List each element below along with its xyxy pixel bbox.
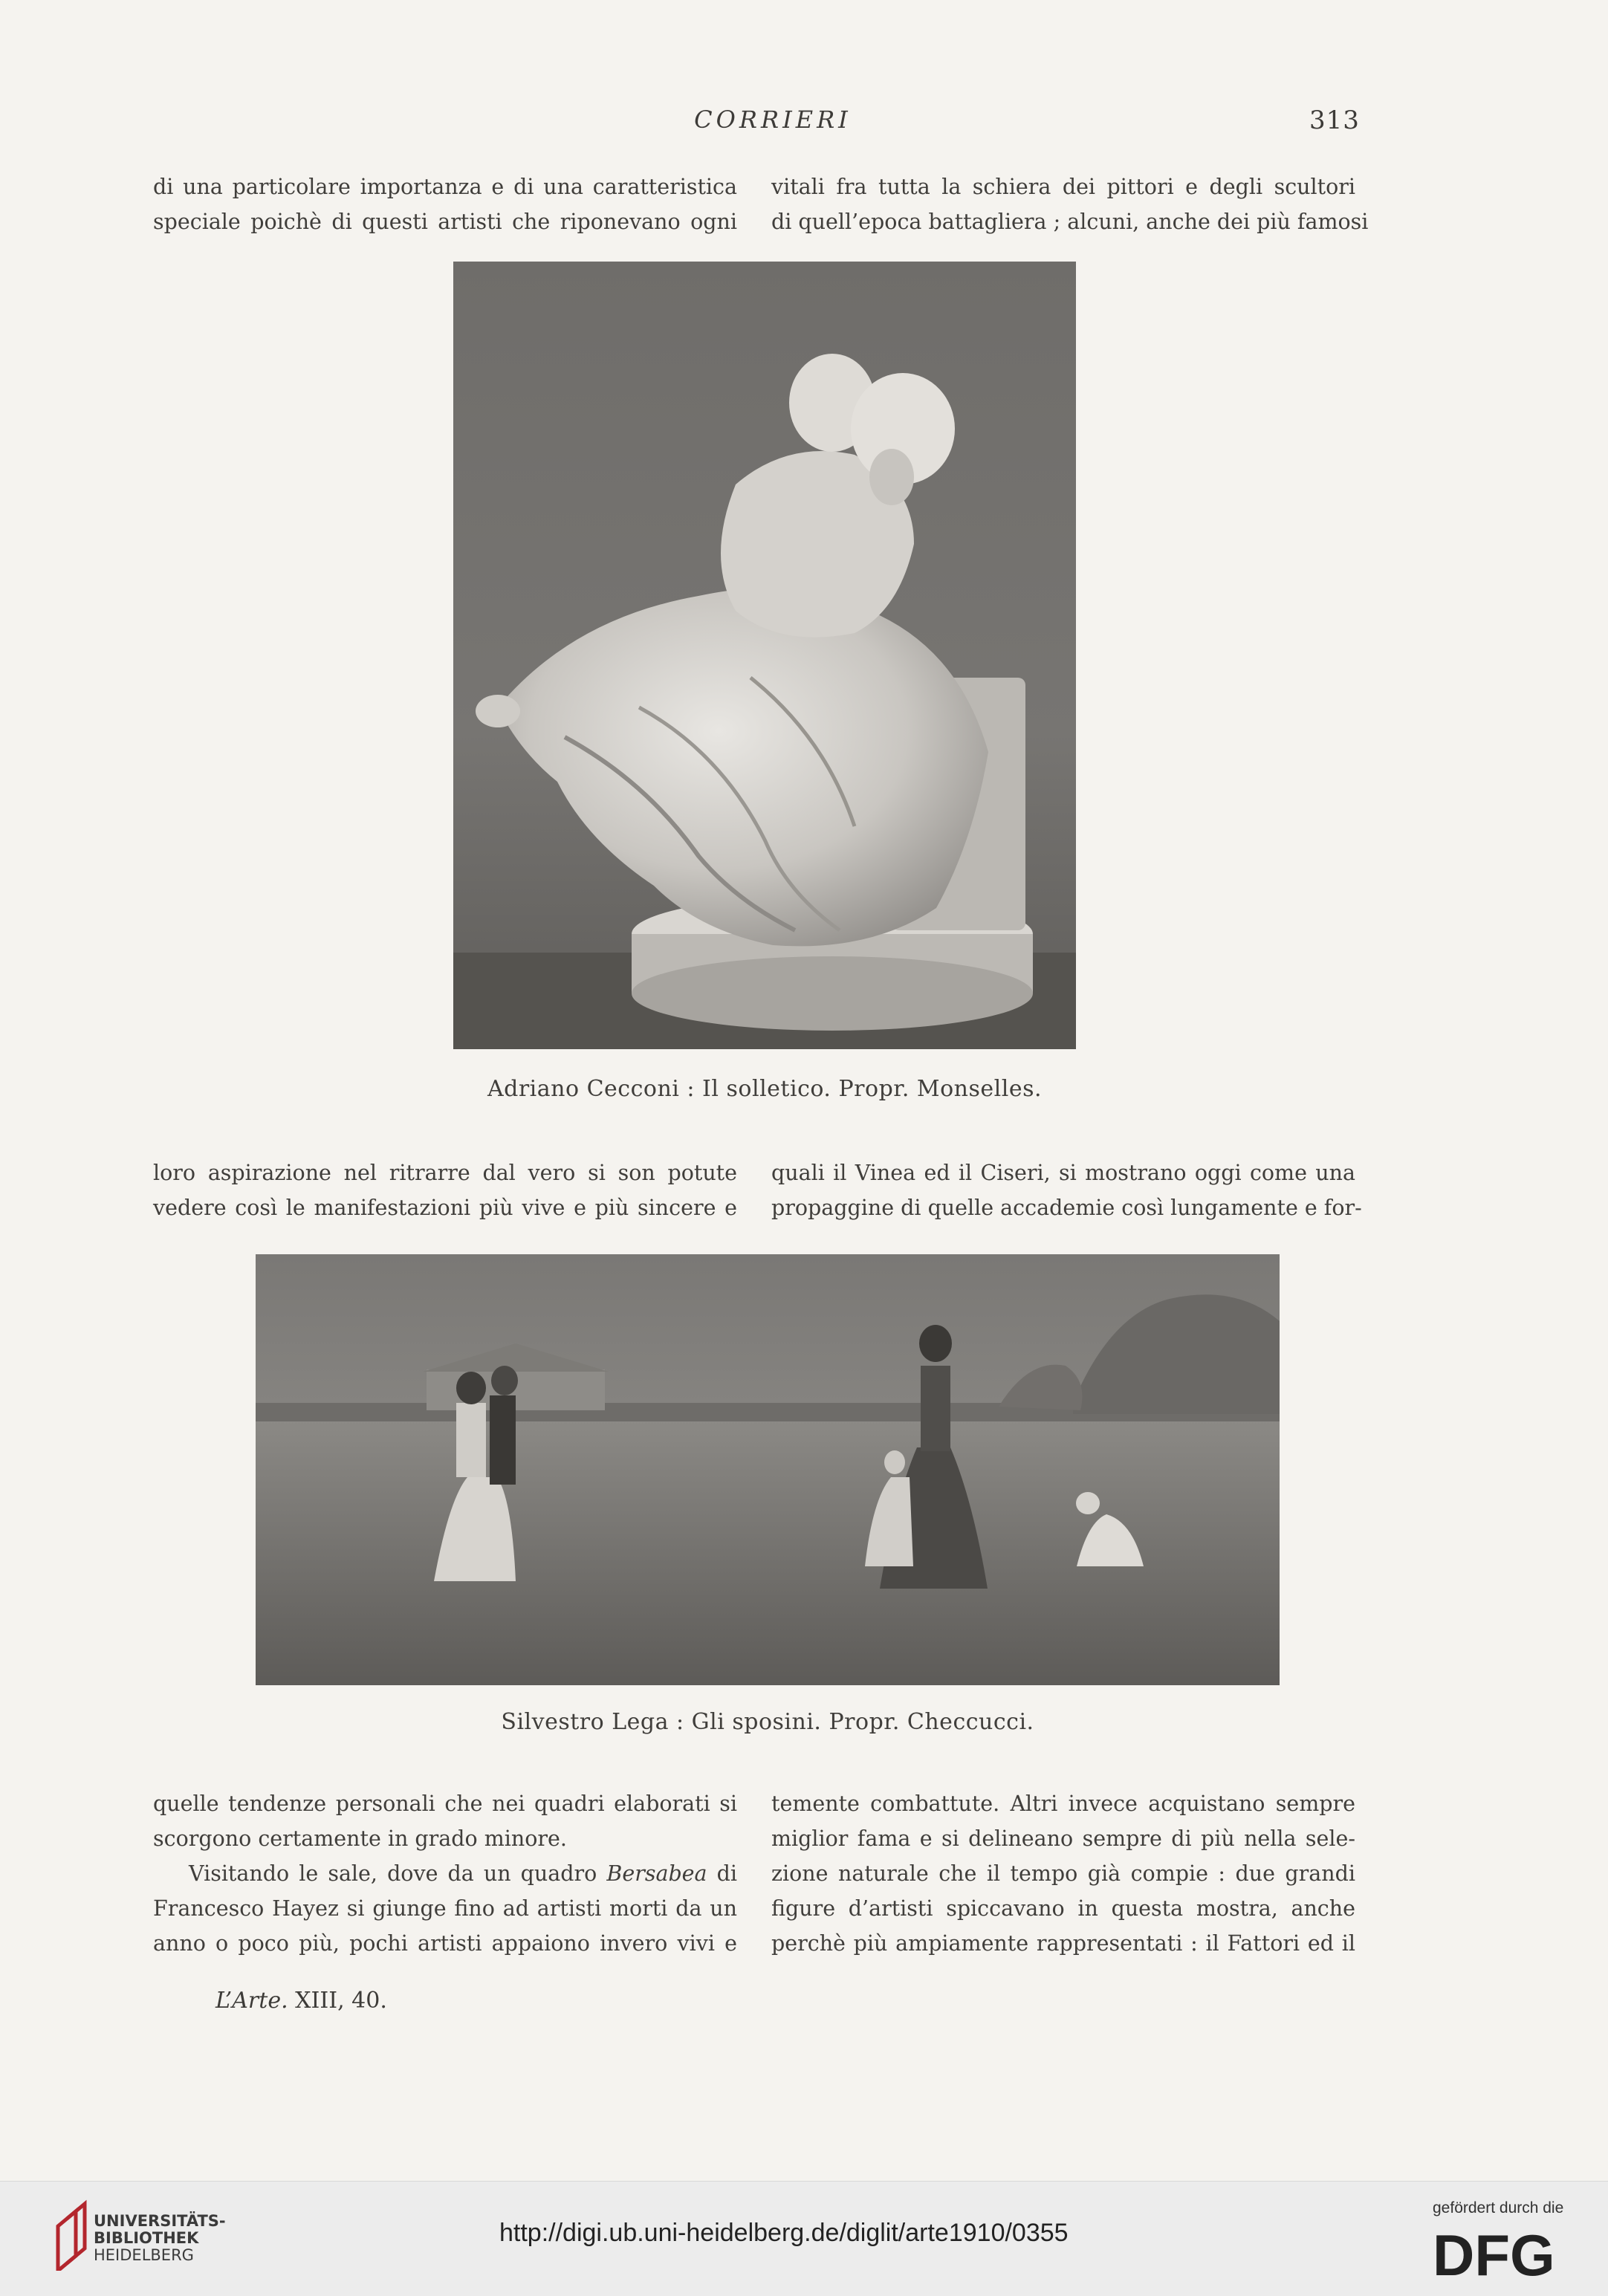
text-line: speciale poichè di questi artisti che riponevano ogni — [153, 210, 737, 234]
text-line: quali il Vinea ed il Ciseri, si mostrano oggi come una — [771, 1161, 1355, 1185]
middle-left-column — [153, 1155, 737, 1225]
text-line: di quell’epoca battagliera ; alcuni, anche dei più famosi — [771, 210, 1369, 234]
bottom-left-column — [153, 1786, 737, 1961]
artwork-title: Bersabea — [606, 1861, 707, 1886]
library-name-line: BIBLIOTHEK — [94, 2229, 199, 2247]
text-line: perchè più ampiamente rappresentati : il Fattori ed il — [771, 1931, 1355, 1956]
text-line: scorgono certamente in grado minore. — [153, 1826, 567, 1851]
library-name-line: HEIDELBERG — [94, 2246, 194, 2264]
journal-name: L’Arte. — [215, 1988, 288, 2014]
text-fragment: di — [707, 1861, 738, 1886]
text-line: miglior fama e si delineano sempre di più nella sele- — [771, 1826, 1355, 1851]
text-line: zione naturale che il tempo già compie : due grandi — [771, 1861, 1355, 1886]
university-library-logo-icon — [54, 2196, 91, 2271]
sculpture-photograph — [453, 262, 1076, 1049]
dfg-logo-icon — [1433, 2225, 1589, 2284]
text-line: propaggine di quelle accademie così lungamente e for- — [771, 1196, 1362, 1220]
digitization-footer — [0, 2181, 1608, 2296]
figure2-caption: Silvestro Lega : Gli sposini. Propr. Checcucci. — [501, 1709, 1034, 1735]
text-line: quelle tendenze personali che nei quadri elaborati si — [153, 1791, 737, 1816]
volume-number: XIII, 40. — [288, 1988, 387, 2014]
running-head — [0, 106, 1608, 143]
text-line: anno o poco più, pochi artisti appaiono invero vivi e — [153, 1931, 737, 1956]
library-name — [94, 2213, 226, 2264]
text-line: di una particolare importanza e di una caratteristica — [153, 175, 737, 199]
top-right-column — [771, 169, 1369, 239]
bottom-right-column — [771, 1786, 1355, 1961]
page-number: 313 — [1309, 106, 1360, 135]
text-line: Francesco Hayez si giunge fino ad artisti morti da un — [153, 1896, 737, 1921]
signature-line — [215, 1988, 387, 2014]
running-title: CORRIERI — [694, 106, 852, 134]
library-name-line: UNIVERSITÄTS- — [94, 2212, 226, 2230]
top-left-column — [153, 169, 737, 239]
text-fragment: Visitando le sale, dove da un quadro — [189, 1861, 607, 1886]
permalink-url[interactable]: http://digi.ub.uni-heidelberg.de/diglit/arte1910/0355 — [499, 2219, 1069, 2247]
sculpture-image — [453, 262, 1076, 1049]
funding-note: gefördert durch die — [1433, 2199, 1564, 2216]
dfg-logo-text: DFG — [1433, 2225, 1555, 2284]
text-line: temente combattute. Altri invece acquistano sempre — [771, 1791, 1355, 1816]
figure1-caption: Adriano Cecconi : Il solletico. Propr. Monselles. — [487, 1076, 1043, 1102]
text-line: vedere così le manifestazioni più vive e più sincere e — [153, 1196, 737, 1220]
text-line: loro aspirazione nel ritrarre dal vero si son potute — [153, 1161, 737, 1185]
text-line — [153, 1856, 737, 1891]
text-line: figure d’artisti spiccavano in questa mostra, anche — [771, 1896, 1355, 1921]
text-line: vitali fra tutta la schiera dei pittori e degli scultori — [771, 175, 1355, 199]
painting-reproduction — [256, 1254, 1280, 1685]
middle-right-column — [771, 1155, 1362, 1225]
painting-image — [256, 1254, 1280, 1685]
